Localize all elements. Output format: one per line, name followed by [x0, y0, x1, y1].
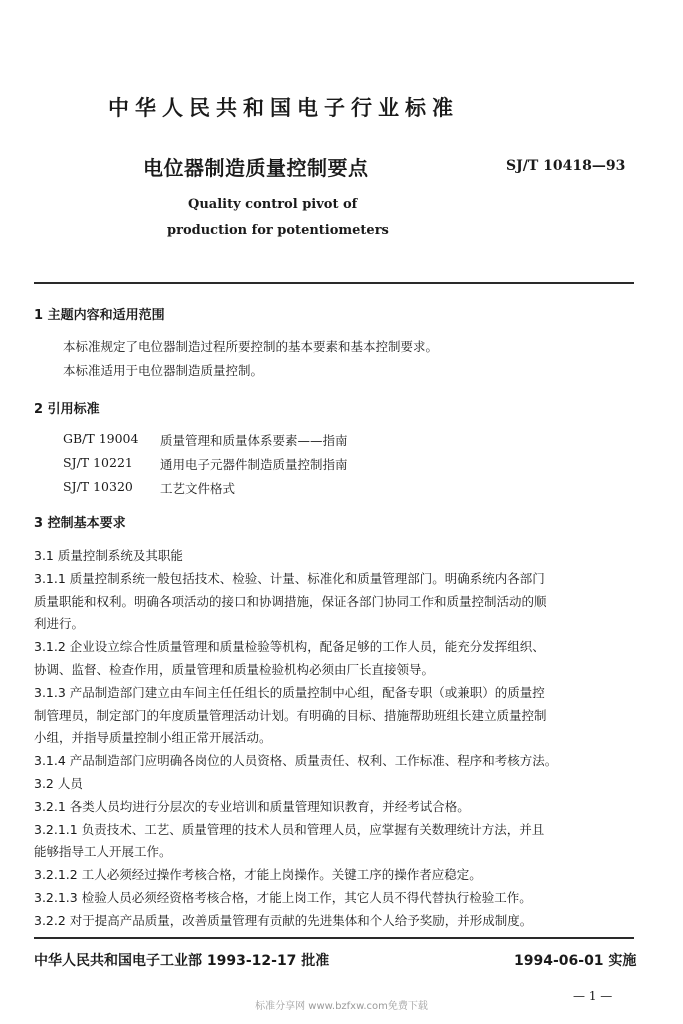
- document-title: 电位器制造质量控制要点: [143, 156, 369, 180]
- body-line: 3.2.1 各类人员均进行分层次的专业培训和质量管理知识教育，并经考试合格。: [34, 799, 470, 814]
- reference-code: GB/T 19004: [63, 431, 139, 446]
- implementation-date: 1994-06-01 实施: [514, 953, 637, 969]
- body-line: 3.1.1 质量控制系统一般包括技术、检验、计量、标准化和质量管理部门。明确系统内各部门: [34, 571, 545, 586]
- reference-title: 工艺文件格式: [160, 481, 236, 496]
- reference-code: SJ/T 10221: [63, 455, 133, 470]
- standard-header: 中华人民共和国电子行业标准: [108, 96, 459, 120]
- body-line: 3.2 人员: [34, 776, 83, 791]
- section-2-heading: 2 引用标准: [34, 402, 100, 417]
- body-line: 3.1.2 企业设立综合性质量管理和质量检验等机构，配备足够的工作人员，能充分发挥组织、: [34, 639, 545, 654]
- body-line: 质量职能和权利。明确各项活动的接口和协调措施，保证各部门协同工作和质量控制活动的顺: [34, 594, 547, 609]
- standard-code: SJ/T 10418—93: [506, 158, 626, 174]
- page-number: — 1 —: [573, 989, 613, 1003]
- body-line: 3.1.3 产品制造部门建立由车间主任任组长的质量控制中心组，配备专职（或兼职）的质量控: [34, 685, 545, 700]
- bottom-divider: [34, 937, 634, 939]
- section-1-heading: 1 主题内容和适用范围: [34, 308, 165, 323]
- body-line: 3.2.1.2 工人必须经过操作考核合格，才能上岗操作。关键工序的操作者应稳定。: [34, 867, 482, 882]
- reference-title: 质量管理和质量体系要素——指南: [160, 433, 348, 448]
- reference-title: 通用电子元器件制造质量控制指南: [160, 457, 348, 472]
- english-title-line1: Quality control pivot of: [188, 197, 358, 212]
- watermark-text: 标准分享网 www.bzfxw.com免费下载: [255, 1001, 428, 1012]
- body-line: 3.1.4 产品制造部门应明确各岗位的人员资格、质量责任、权利、工作标准、程序和考核方法。: [34, 753, 558, 768]
- body-line: 3.2.2 对于提高产品质量，改善质量管理有贡献的先进集体和个人给予奖励，并形成制度。: [34, 913, 533, 928]
- top-divider: [34, 282, 634, 284]
- body-line: 3.2.1.1 负责技术、工艺、质量管理的技术人员和管理人员，应掌握有关数理统计方法，并且: [34, 822, 545, 837]
- section-1-paragraph: 本标准适用于电位器制造质量控制。: [63, 363, 264, 378]
- english-title-line2: production for potentiometers: [167, 223, 389, 238]
- body-line: 3.1 质量控制系统及其职能: [34, 548, 183, 563]
- body-line: 能够指导工人开展工作。: [34, 844, 172, 859]
- body-line: 3.2.1.3 检验人员必须经资格考核合格，才能上岗工作，其它人员不得代替执行检验工作。: [34, 890, 532, 905]
- body-line: 小组，并指导质量控制小组正常开展活动。: [34, 730, 272, 745]
- section-1-paragraph: 本标准规定了电位器制造过程所要控制的基本要素和基本控制要求。: [63, 339, 439, 354]
- body-line: 制管理员，制定部门的年度质量管理活动计划。有明确的目标、措施帮助班组长建立质量控制: [34, 708, 547, 723]
- body-line: 协调、监督、检查作用，质量管理和质量检验机构必须由厂长直接领导。: [34, 662, 435, 677]
- body-line: 利进行。: [34, 616, 85, 631]
- section-3-heading: 3 控制基本要求: [34, 516, 126, 531]
- approval-info: 中华人民共和国电子工业部 1993-12-17 批准: [34, 953, 330, 969]
- reference-code: SJ/T 10320: [63, 479, 133, 494]
